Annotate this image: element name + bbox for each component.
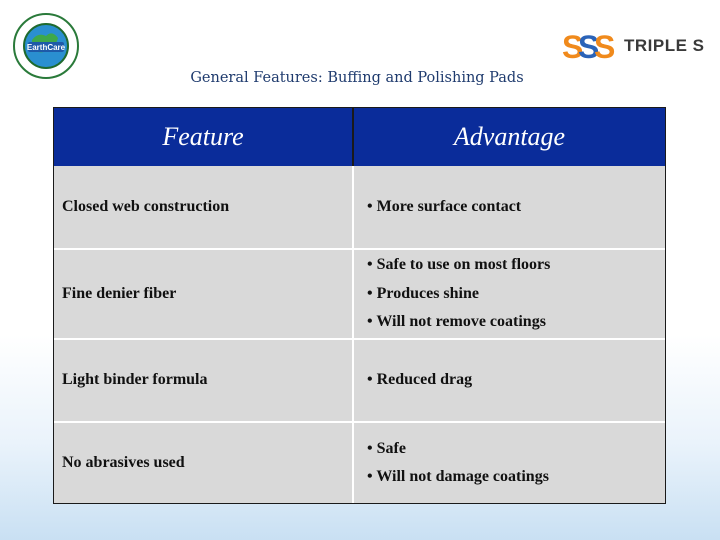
- advantage-cell: [354, 166, 665, 248]
- features-table: [53, 107, 666, 504]
- feature-cell: [54, 166, 354, 248]
- advantage-cell: [354, 250, 665, 338]
- table-header-row: [54, 108, 665, 166]
- advantage-text: • Produces shine: [367, 284, 479, 302]
- feature-cell: [54, 340, 354, 421]
- feature-cell: [54, 250, 354, 338]
- svg-text:S: S: [562, 29, 578, 64]
- table-row: [54, 423, 665, 503]
- earthcare-logo-text: EarthCare: [26, 43, 66, 52]
- advantage-text: • Will not remove coatings: [367, 313, 546, 331]
- triple-s-mark-icon: [562, 28, 618, 64]
- column-header-advantage: Advantage: [354, 108, 665, 166]
- table-row: [54, 250, 665, 338]
- table-row: [54, 340, 665, 421]
- advantage-text: • More surface contact: [367, 197, 522, 215]
- table-row: [54, 166, 665, 248]
- feature-text: Fine denier fiber: [62, 284, 177, 302]
- svg-text:S: S: [578, 29, 594, 64]
- advantage-text: • Will not damage coatings: [367, 468, 549, 485]
- advantage-text: • Safe to use on most floors: [367, 256, 551, 274]
- brand-name: TRIPLE S: [624, 36, 705, 55]
- advantage-text: • Safe: [367, 439, 406, 457]
- feature-text: Light binder formula: [62, 371, 208, 389]
- page-title: General Features: Buffing and Polishing Pads: [190, 70, 524, 86]
- feature-cell: [54, 423, 354, 503]
- feature-text: No abrasives used: [62, 453, 185, 471]
- triple-s-logo: [562, 26, 712, 66]
- advantage-text: • Reduced drag: [367, 371, 473, 389]
- svg-text:S: S: [594, 29, 610, 64]
- advantage-cell: [354, 423, 665, 503]
- advantage-cell: [354, 340, 665, 421]
- column-header-feature: Feature: [54, 108, 354, 166]
- feature-text: Closed web construction: [62, 197, 230, 215]
